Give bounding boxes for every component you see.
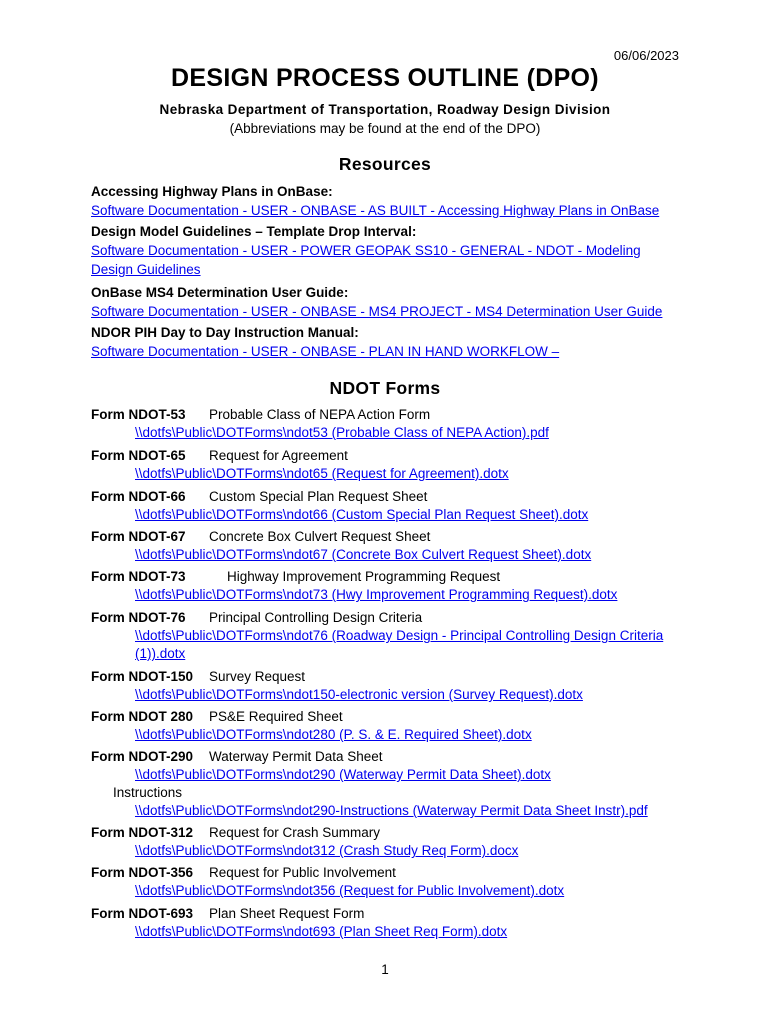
form-entry bbox=[91, 609, 691, 663]
document-title: DESIGN PROCESS OUTLINE (DPO) bbox=[171, 64, 599, 92]
form-name: Concrete Box Culvert Request Sheet bbox=[209, 529, 431, 544]
page-number: 1 bbox=[381, 962, 389, 977]
form-id: Form NDOT-693 bbox=[91, 906, 194, 921]
resource-link-line: Design Guidelines bbox=[91, 262, 201, 277]
resource-item bbox=[91, 323, 691, 361]
form-entry bbox=[91, 905, 691, 941]
form-entry bbox=[91, 568, 691, 604]
document-date: 06/06/2023 bbox=[613, 48, 679, 63]
form-id: Form NDOT-290 bbox=[91, 749, 194, 764]
form-id: Form NDOT-76 bbox=[91, 610, 186, 625]
resource-item bbox=[91, 222, 691, 279]
resource-label: Accessing Highway Plans in OnBase: bbox=[91, 184, 333, 199]
resource-link[interactable]: Software Documentation - USER - ONBASE - PLAN IN HAND WORKFLOW – bbox=[91, 344, 560, 359]
form-entry bbox=[91, 447, 691, 483]
form-link[interactable]: \\dotfs\Public\DOTForms\ndot65 (Request for Agreement).dotx bbox=[135, 466, 509, 481]
resource-label: OnBase MS4 Determination User Guide: bbox=[91, 285, 349, 300]
resource-link[interactable] bbox=[91, 241, 691, 279]
form-name: Principal Controlling Design Criteria bbox=[209, 610, 423, 625]
document-subtitle: Nebraska Department of Transportation, Roadway Design Division bbox=[159, 102, 611, 117]
form-entry bbox=[91, 708, 691, 744]
form-entry bbox=[91, 668, 691, 704]
instructions-label: Instructions bbox=[113, 785, 183, 800]
resources-heading: Resources bbox=[338, 154, 432, 174]
form-entry bbox=[91, 748, 691, 820]
abbreviations-note: (Abbreviations may be found at the end of the DPO) bbox=[229, 121, 541, 136]
form-entry bbox=[91, 528, 691, 564]
form-link[interactable]: \\dotfs\Public\DOTForms\ndot66 (Custom Special Plan Request Sheet).dotx bbox=[135, 507, 589, 522]
resource-link[interactable]: Software Documentation - USER - ONBASE - MS4 PROJECT - MS4 Determination User Guide bbox=[91, 304, 663, 319]
form-name: Plan Sheet Request Form bbox=[209, 906, 365, 921]
form-name: Request for Agreement bbox=[209, 448, 348, 463]
form-link[interactable] bbox=[91, 627, 691, 663]
form-entry bbox=[91, 824, 691, 860]
form-link[interactable]: \\dotfs\Public\DOTForms\ndot73 (Hwy Improvement Programming Request).dotx bbox=[135, 587, 618, 602]
form-link[interactable]: \\dotfs\Public\DOTForms\ndot356 (Request for Public Involvement).dotx bbox=[135, 883, 565, 898]
form-entry bbox=[91, 406, 691, 442]
instructions-link[interactable]: \\dotfs\Public\DOTForms\ndot290-Instructions (Waterway Permit Data Sheet Instr).pdf bbox=[135, 803, 648, 818]
form-name: Survey Request bbox=[209, 669, 306, 684]
form-entry bbox=[91, 488, 691, 524]
form-name: Highway Improvement Programming Request bbox=[227, 569, 501, 584]
form-id: Form NDOT-66 bbox=[91, 489, 186, 504]
resource-link-line: Software Documentation - USER - POWER GEOPAK SS10 - GENERAL - NDOT - Modeling bbox=[91, 243, 641, 258]
form-id: Form NDOT-312 bbox=[91, 825, 194, 840]
form-link[interactable]: \\dotfs\Public\DOTForms\ndot290 (Waterway Permit Data Sheet).dotx bbox=[135, 767, 551, 782]
form-id: Form NDOT-73 bbox=[91, 569, 186, 584]
ndot-forms-heading: NDOT Forms bbox=[329, 378, 441, 398]
form-id: Form NDOT-53 bbox=[91, 407, 186, 422]
form-entry bbox=[91, 864, 691, 900]
form-link[interactable]: \\dotfs\Public\DOTForms\ndot312 (Crash Study Req Form).docx bbox=[135, 843, 519, 858]
resource-item bbox=[91, 182, 691, 220]
form-link-line: (1)).dotx bbox=[135, 646, 186, 661]
form-name: PS&E Required Sheet bbox=[209, 709, 343, 724]
form-name: Probable Class of NEPA Action Form bbox=[209, 407, 431, 422]
form-link-line: \\dotfs\Public\DOTForms\ndot76 (Roadway Design - Principal Controlling Design Criteria bbox=[135, 628, 664, 643]
form-name: Waterway Permit Data Sheet bbox=[209, 749, 383, 764]
form-name: Request for Crash Summary bbox=[209, 825, 381, 840]
form-id: Form NDOT 280 bbox=[91, 709, 194, 724]
form-name: Custom Special Plan Request Sheet bbox=[209, 489, 428, 504]
form-link[interactable]: \\dotfs\Public\DOTForms\ndot53 (Probable Class of NEPA Action).pdf bbox=[135, 425, 549, 440]
form-id: Form NDOT-150 bbox=[91, 669, 194, 684]
form-link[interactable]: \\dotfs\Public\DOTForms\ndot150-electronic version (Survey Request).dotx bbox=[135, 687, 583, 702]
form-id: Form NDOT-67 bbox=[91, 529, 186, 544]
form-link[interactable]: \\dotfs\Public\DOTForms\ndot67 (Concrete Box Culvert Request Sheet).dotx bbox=[135, 547, 592, 562]
form-id: Form NDOT-356 bbox=[91, 865, 194, 880]
form-name: Request for Public Involvement bbox=[209, 865, 396, 880]
resource-item bbox=[91, 283, 691, 321]
resource-link[interactable]: Software Documentation - USER - ONBASE - AS BUILT - Accessing Highway Plans in OnBase bbox=[91, 203, 660, 218]
resource-label: Design Model Guidelines – Template Drop Interval: bbox=[91, 224, 417, 239]
resource-label: NDOR PIH Day to Day Instruction Manual: bbox=[91, 325, 359, 340]
form-id: Form NDOT-65 bbox=[91, 448, 186, 463]
form-link[interactable]: \\dotfs\Public\DOTForms\ndot280 (P. S. & E. Required Sheet).dotx bbox=[135, 727, 532, 742]
form-link[interactable]: \\dotfs\Public\DOTForms\ndot693 (Plan Sheet Req Form).dotx bbox=[135, 924, 508, 939]
